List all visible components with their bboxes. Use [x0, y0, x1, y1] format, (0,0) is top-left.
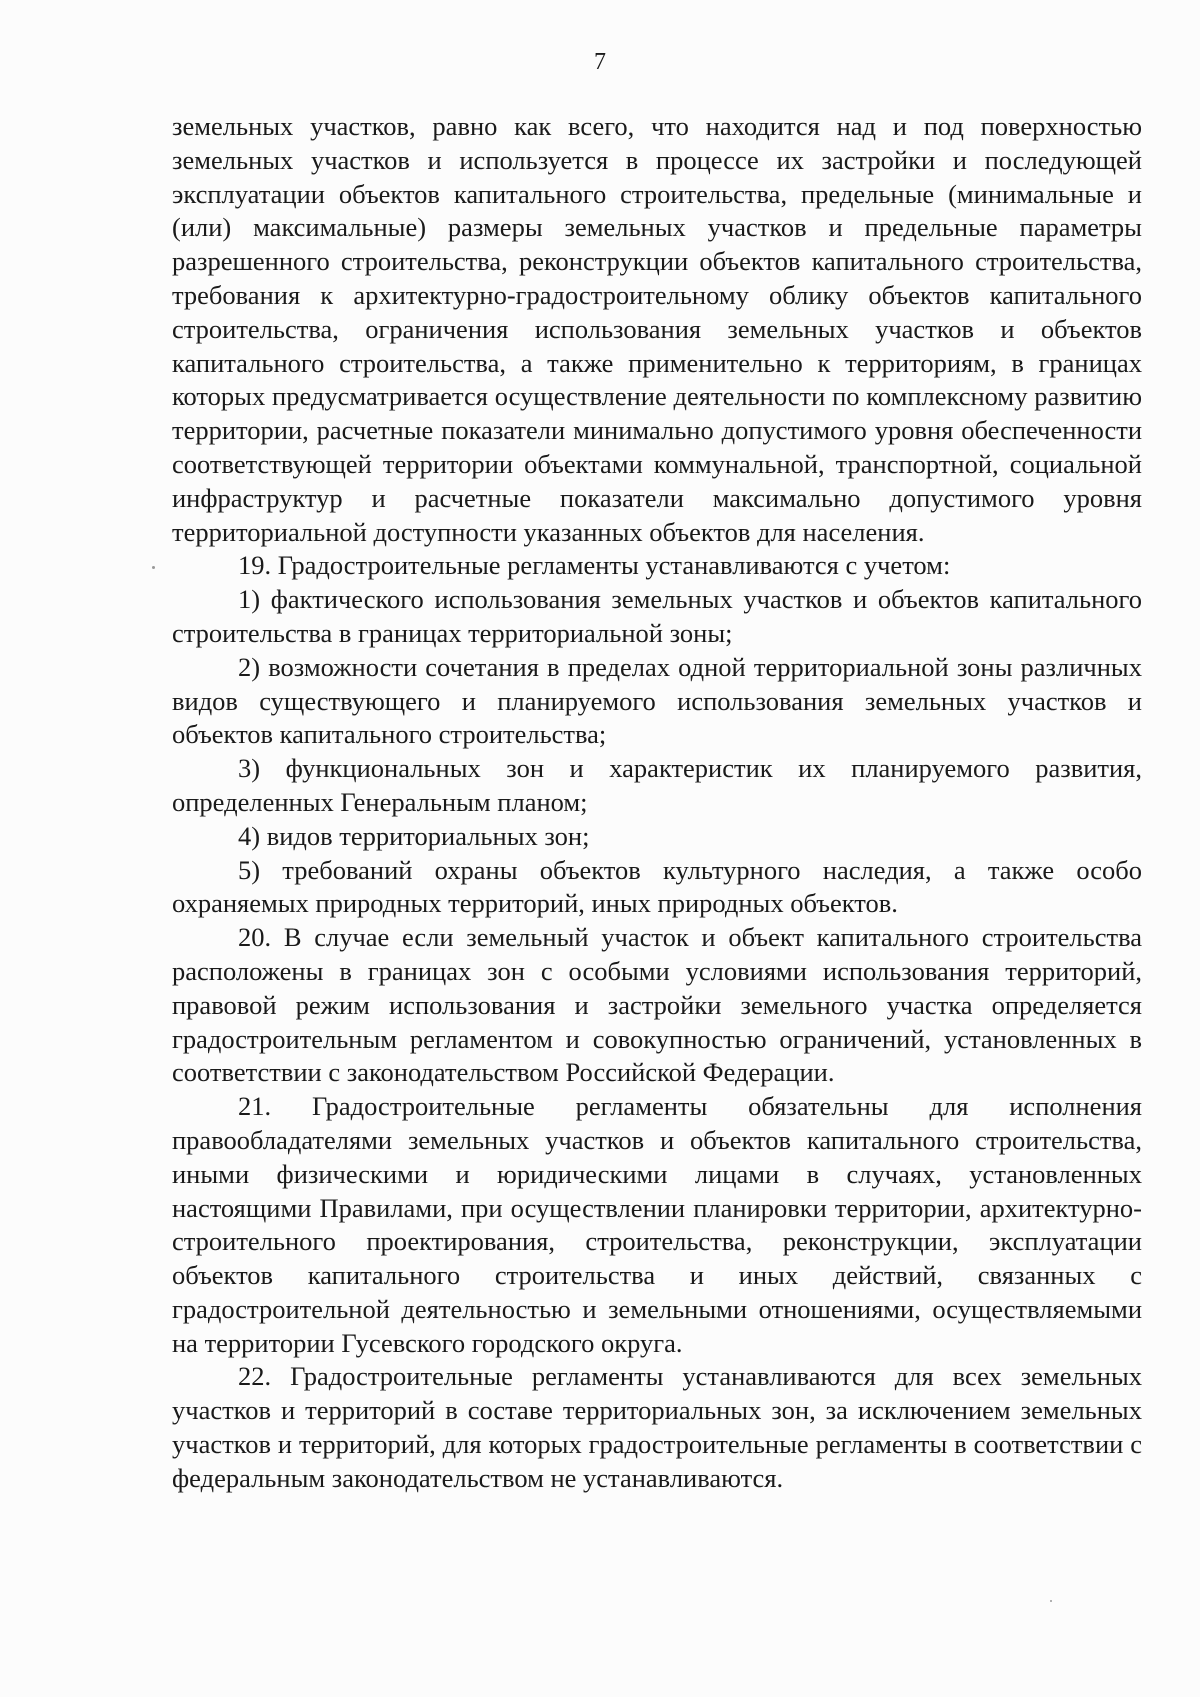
list-item-3: 3) функциональных зон и характеристик их планируемого развития, определенных Генеральным планом; — [172, 753, 1142, 817]
paragraph-continuation: земельных участков, равно как всего, что находится над и под поверхностью земельных участков и используется в процессе их застройки и последующей эксплуатации объектов капитального строительства, предельные (минимальные и (или) максимальные) размеры земельных участков и предельные параметры разрешенного строительства, реконструкции объектов капитального строительства, требования к архитектурно-градостроительному облику объектов капитального строительства, ограничения использования земельных участков и объектов капитального строительства, а также применительно к территориям, в границах которых предусматривается осуществление деятельности по комплексному развитию территории, расчетные показатели минимально допустимого уровня обеспеченности соответствующей территории объектами коммунальной, транспортной, социальной инфраструктур и расчетные показатели максимально допустимого уровня территориальной доступности указанных объектов для населения. — [172, 111, 1142, 547]
page-number: 7 — [594, 49, 606, 75]
list-item-4: 4) видов территориальных зон; — [238, 820, 590, 851]
paragraph-22: 22. Градостроительные регламенты устанавливаются для всех земельных участков и территорий в составе территориальных зон, за исключением земельных участков и территорий, для которых градостроительные регламенты в соответствии с федеральным законодательством не устанавливаются. — [172, 1361, 1142, 1493]
paragraph-20: 20. В случае если земельный участок и объект капитального строительства расположены в границах зон с особыми условиями использования территорий, правовой режим использования и застройки земельного участка определяется градостроительным регламентом и совокупностью ограничений, установленных в соответствии с законодательством Российской Федерации. — [172, 922, 1142, 1088]
list-item-2: 2) возможности сочетания в пределах одной территориальной зоны различных видов существующего и планируемого использования земельных участков и объектов капитального строительства; — [172, 651, 1142, 750]
scan-speck — [1050, 1600, 1052, 1602]
document-body — [172, 110, 1142, 1496]
list-item-1: 1) фактического использования земельных участков и объектов капитального строительства в границах территориальной зоны; — [172, 584, 1142, 648]
paragraph-19: 19. Градостроительные регламенты устанавливаются с учетом: — [238, 550, 951, 581]
scan-speck — [152, 566, 155, 569]
list-item-5: 5) требований охраны объектов культурного наследия, а также особо охраняемых природных территорий, иных природных объектов. — [172, 854, 1142, 919]
paragraph-21: 21. Градостроительные регламенты обязательны для исполнения правообладателями земельных участков и объектов капитального строительства, иными физическими и юридическими лицами в случаях, установленных настоящими Правилами, при осуществлении планировки территории, архитектурно-строительного проектирования, строительства, реконструкции, эксплуатации объектов капитального строительства и иных действий, связанных с градостроительной деятельностью и земельными отношениями, осуществляемыми на территории Гусевского городского округа. — [172, 1091, 1142, 1358]
